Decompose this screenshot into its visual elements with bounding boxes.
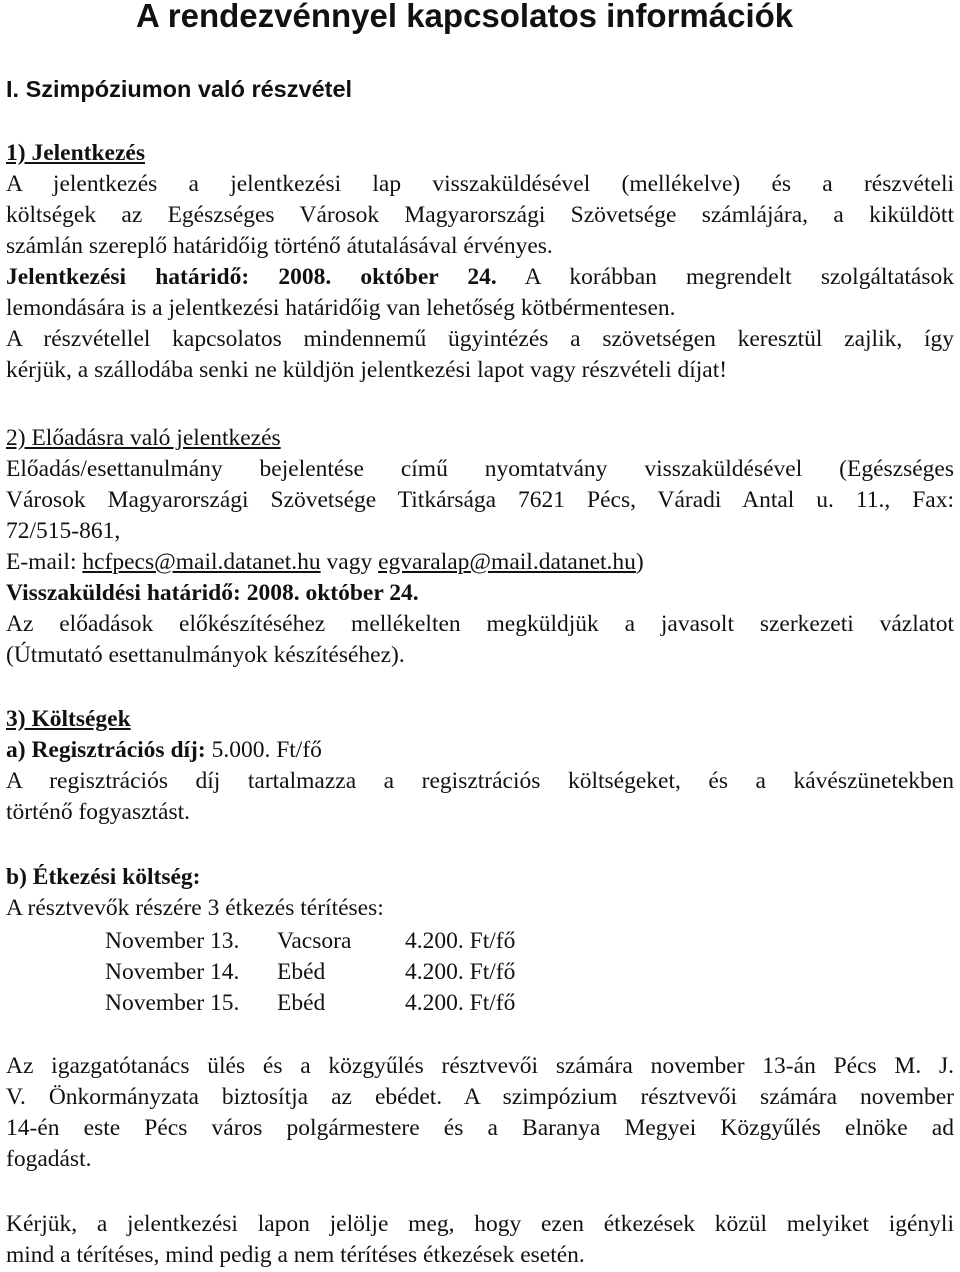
lecture-section <box>6 423 954 671</box>
meal-table <box>105 926 515 1019</box>
meal-type: Vacsora <box>277 928 352 954</box>
email-link-egvaralap[interactable]: egvaralap@mail.datanet.hu <box>378 549 636 575</box>
section-heading: I. Szimpóziumon való részvétel <box>6 76 353 102</box>
registration-fee-value: 5.000. Ft/fő <box>205 737 322 763</box>
paragraph-line: (Útmutató esettanulmányok készítéséhez). <box>6 642 405 668</box>
return-deadline: Visszaküldési határidő: 2008. október 24. <box>6 580 419 606</box>
registration-fee-label: a) Regisztrációs díj: <box>6 737 206 763</box>
email-line <box>6 547 954 578</box>
paragraph-line: Előadás/esettanulmány bejelentése című nyomtatvány visszaküldésével (Egészséges <box>6 456 954 482</box>
email-separator: vagy <box>320 549 379 575</box>
paragraph-line: A regisztrációs díj tartalmazza a regisztrációs költségeket, és a kávészünetekben <box>6 768 954 794</box>
paragraph-line: V. Önkormányzata biztosítja az ebédet. A szimpózium résztvevői számára november <box>6 1084 954 1110</box>
registration-fee-line <box>6 735 954 766</box>
paragraph-line: fogadást. <box>6 1146 92 1172</box>
page-title: A rendezvénnyel kapcsolatos információk <box>136 0 794 34</box>
paragraph-line: Az igazgatótanács ülés és a közgyűlés résztvevői számára november 13-án Pécs M. J. <box>6 1053 954 1079</box>
meal-price: 4.200. Ft/fő <box>405 990 516 1016</box>
meal-type: Ebéd <box>277 990 326 1016</box>
paragraph-line: mind a térítéses, mind pedig a nem térítéses étkezések esetén. <box>6 1242 585 1268</box>
table-row <box>105 988 515 1019</box>
table-row <box>105 957 515 988</box>
meal-date: November 13. <box>105 928 240 954</box>
lecture-heading: 2) Előadásra való jelentkezés <box>6 425 281 451</box>
paragraph-line: Városok Magyarországi Szövetsége Titkársága 7621 Pécs, Váradi Antal u. 11., Fax: <box>6 487 954 513</box>
costs-section <box>6 704 954 828</box>
paragraph-line: A jelentkezés a jelentkezési lap visszaküldésével (mellékelve) és a részvételi <box>6 171 954 197</box>
costs-heading: 3) Költségek <box>6 706 131 732</box>
meal-date: November 14. <box>105 959 240 985</box>
meal-cost-heading-text: b) Étkezési költség: <box>6 864 201 890</box>
paragraph-line: Az előadások előkészítéséhez mellékelten megküldjük a javasolt szerkezeti vázlatot <box>6 611 954 637</box>
meal-intro: A résztvevők részére 3 étkezés térítéses: <box>6 895 384 921</box>
request-paragraph <box>6 1209 954 1271</box>
meal-price: 4.200. Ft/fő <box>405 959 516 985</box>
meal-cost-section <box>6 862 954 924</box>
deadline-line <box>6 262 954 293</box>
paragraph-line: számlán szereplő határidőig történő átutalásával érvényes. <box>6 233 553 259</box>
paragraph-line: kérjük, a szállodába senki ne küldjön jelentkezési lapot vagy részvételi díjat! <box>6 357 728 383</box>
paragraph-line: költségek az Egészséges Városok Magyarországi Szövetsége számlájára, a kiküldött <box>6 202 954 228</box>
paragraph-line: 72/515-861, <box>6 518 121 544</box>
deadline-text: A korábban megrendelt szolgáltatások <box>524 264 954 290</box>
paragraph-line: történő fogyasztást. <box>6 799 191 825</box>
meal-price: 4.200. Ft/fő <box>405 928 516 954</box>
paragraph-line: Kérjük, a jelentkezési lapon jelölje meg, hogy ezen étkezések közül melyiket igényli <box>6 1211 954 1237</box>
registration-deadline: Jelentkezési határidő: 2008. október 24. <box>6 264 497 290</box>
paragraph-line: lemondására is a jelentkezési határidőig van lehetőség kötbérmentesen. <box>6 295 676 321</box>
registration-heading: 1) Jelentkezés <box>6 140 145 166</box>
email-prefix: E-mail: <box>6 549 83 575</box>
registration-section <box>6 138 954 386</box>
paragraph-line: A részvétellel kapcsolatos mindennemű ügyintézés a szövetségen keresztül zajlik, így <box>6 326 954 352</box>
meal-date: November 15. <box>105 990 240 1016</box>
email-suffix: ) <box>635 549 644 575</box>
paragraph-line: 14-én este Pécs város polgármestere és a Baranya Megyei Közgyűlés elnöke ad <box>6 1115 954 1141</box>
table-row <box>105 926 515 957</box>
meal-cost-heading <box>6 862 954 893</box>
meal-type: Ebéd <box>277 959 326 985</box>
board-paragraph <box>6 1051 954 1175</box>
email-link-hcfpecs[interactable]: hcfpecs@mail.datanet.hu <box>82 549 321 575</box>
